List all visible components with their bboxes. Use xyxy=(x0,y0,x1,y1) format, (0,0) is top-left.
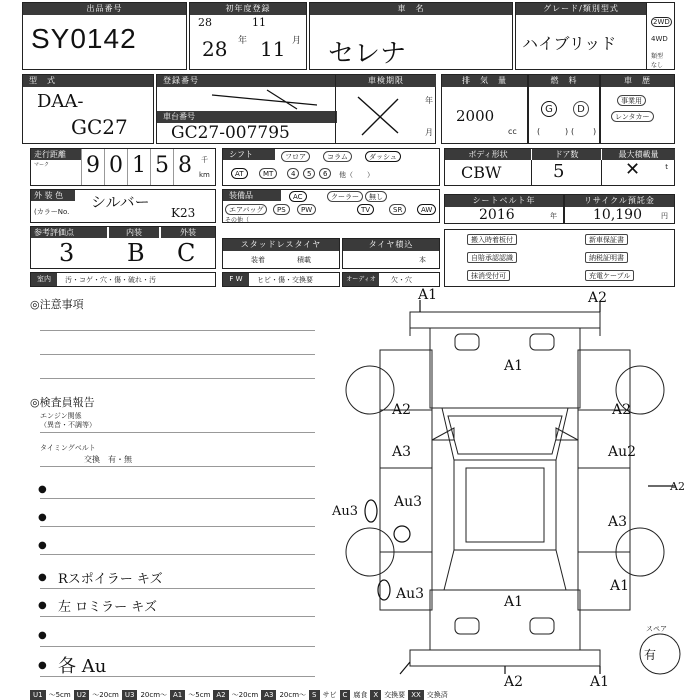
mileage-mark: マーク xyxy=(34,162,50,168)
color-label: 外 装 色 xyxy=(31,190,75,201)
equip-sr: SR xyxy=(389,204,406,215)
recycle-unit: 円 xyxy=(661,212,668,220)
digit: 1 xyxy=(127,149,150,185)
model-type-box xyxy=(22,74,154,144)
damage-rear-bottom-right: A1 xyxy=(590,674,610,690)
legend-desc: 20cm〜 xyxy=(279,691,307,699)
shift-dash: ダッシュ xyxy=(365,151,401,162)
shift-gear-6: 6 xyxy=(319,168,331,179)
digit: 9 xyxy=(81,149,104,185)
bullet: ● xyxy=(38,600,47,611)
first-registration-label: 初年度登録 xyxy=(190,3,306,15)
legend-desc: 20cm〜 xyxy=(140,691,168,699)
engine-line2: （異音・不調等） xyxy=(40,421,96,429)
fw-items: ヒビ・傷・交換要 xyxy=(257,276,313,284)
shift-box xyxy=(222,148,440,186)
equipment-box xyxy=(222,189,440,223)
spare-label: スペア xyxy=(646,625,667,633)
displacement-value: 2000 xyxy=(456,107,495,125)
history-label: 車 歴 xyxy=(601,75,674,87)
seatbelt-value: 2016 xyxy=(479,207,515,223)
damage-rear-top: A1 xyxy=(504,594,524,610)
color-value: シルバー xyxy=(91,193,150,211)
damage-left-mid: A3 xyxy=(392,444,412,460)
damage-left-side-ext: Au3 xyxy=(332,504,359,519)
capacity-label: 最大積載量 xyxy=(601,149,675,160)
seatbelt-label: シートベルト年 xyxy=(445,195,563,207)
fuel-g: G xyxy=(541,101,557,117)
remark-2: 左 ロミラー キズ xyxy=(58,600,158,615)
timing-line1: タイミングベルト xyxy=(40,444,96,452)
damage-rear-bottom-left: A2 xyxy=(504,674,524,690)
doc-1: 搬入時着板付 xyxy=(467,234,517,245)
legend-bar xyxy=(30,690,675,700)
audio-condition xyxy=(342,272,440,287)
exterior-grade: C xyxy=(177,239,196,267)
seatbelt-unit: 年 xyxy=(550,212,557,220)
shift-mt: MT xyxy=(259,168,277,179)
recycle-label: リサイクル預託金 xyxy=(565,195,674,207)
damage-front-top-right: A2 xyxy=(588,290,608,306)
digit: 5 xyxy=(150,149,173,185)
damage-right-mid: Au2 xyxy=(608,444,637,460)
opt-type: 類型 xyxy=(651,53,664,60)
interior-label: 内装 xyxy=(109,227,159,238)
damage-right-center: A3 xyxy=(608,514,628,530)
cc-unit: cc xyxy=(508,127,517,136)
capacity-unit: t xyxy=(665,163,668,171)
doc-5: 抹消受付可 xyxy=(467,270,510,281)
recycle-box xyxy=(564,194,675,224)
model-type-label: 型 式 xyxy=(23,75,153,87)
chassis-number: GC27-007795 xyxy=(171,123,290,143)
color-box xyxy=(30,189,216,223)
lot-number: SY0142 xyxy=(31,23,137,54)
first-reg-year: 28 xyxy=(202,37,228,61)
exterior-label: 外装 xyxy=(161,227,215,238)
legend-desc: 〜20cm xyxy=(231,691,259,699)
shift-at: AT xyxy=(231,168,248,179)
history-business: 事業用 xyxy=(617,95,646,106)
engine-line1: エンジン関係 xyxy=(40,412,82,420)
bullet: ● xyxy=(38,660,47,671)
digit: 0 xyxy=(104,149,127,185)
timing-line2: 交換 有・無 xyxy=(84,455,132,464)
body-doors-capacity-box: ボディ形状 ドア数 最大積載量 CBW 5 ✕ t xyxy=(444,148,675,186)
lot-label: 出品番号 xyxy=(23,3,186,15)
legend-code: XX xyxy=(408,690,424,700)
equip-ac: AC xyxy=(289,191,307,202)
opt-none: なし xyxy=(651,62,664,69)
spare-value: 有 xyxy=(644,648,657,662)
body-value: CBW xyxy=(461,163,502,182)
audio-items: 欠・穴 xyxy=(391,276,412,284)
doc-3: 自賠承認認識 xyxy=(467,252,517,263)
grades-box xyxy=(30,226,216,269)
grade-label: グレード/類別型式 xyxy=(516,3,646,15)
first-registration-box xyxy=(189,2,307,70)
remark-3: 各 Au xyxy=(58,656,107,677)
color-no-label: (カラーNo. xyxy=(34,208,70,216)
equip-cooler: クーラー xyxy=(327,191,363,202)
shift-gear-5: 5 xyxy=(303,168,315,179)
mileage-box xyxy=(30,148,216,186)
studless-label: スタッドレスタイヤ xyxy=(223,239,339,251)
tire-loaded-box xyxy=(342,238,440,269)
mileage-label: 走行距離 xyxy=(31,149,81,160)
mileage-unit-thousand: 千 xyxy=(201,156,208,164)
lot-number-box xyxy=(22,2,187,70)
legend-code: A2 xyxy=(213,690,228,700)
doors-label: ドア数 xyxy=(531,149,601,160)
studless-mounted: 装着 xyxy=(251,256,265,264)
digit: 8 xyxy=(173,149,196,185)
car-name: セレナ xyxy=(328,39,407,69)
model-type-line2: GC27 xyxy=(71,115,128,139)
shift-floor: フロア xyxy=(281,151,310,162)
equipment-label: 装備品 xyxy=(223,190,281,201)
legend-code: S xyxy=(309,690,319,700)
body-label: ボディ形状 xyxy=(445,149,531,160)
legend-code: A3 xyxy=(261,690,276,700)
documents-box xyxy=(444,229,675,287)
shift-label: シフト xyxy=(223,149,275,160)
legend-code: A1 xyxy=(170,690,185,700)
legend-code: U1 xyxy=(30,690,46,700)
legend-desc: 〜20cm xyxy=(92,691,119,699)
fuel-label: 燃 料 xyxy=(529,75,599,87)
shift-gear-4: 4 xyxy=(287,168,299,179)
damage-right-rear: A1 xyxy=(610,578,630,594)
doc-4: 納税証明書 xyxy=(585,252,628,263)
doc-2: 新車保証書 xyxy=(585,234,628,245)
displacement-label: 排 気 量 xyxy=(442,75,527,87)
inspection-box xyxy=(335,75,436,143)
car-name-label: 車 名 xyxy=(310,3,512,15)
legend-desc: 交換要 xyxy=(384,691,406,699)
notes-title: ◎注意事項 xyxy=(30,298,84,311)
legend-desc: サビ xyxy=(322,691,337,699)
equip-other: その他（ xyxy=(225,217,250,224)
history-rental: レンタカー xyxy=(611,111,654,122)
bullet: ● xyxy=(38,630,47,641)
doc-6: 充電ケーブル xyxy=(585,270,634,281)
car-name-box xyxy=(309,2,513,70)
equip-airbag: エアバッグ xyxy=(225,204,267,215)
recycle-value: 10,190 xyxy=(593,207,642,223)
tire-unit: 本 xyxy=(419,256,426,264)
bullet: ● xyxy=(38,484,47,495)
inspector-title: ◎検査員報告 xyxy=(30,396,95,409)
equip-tv: TV xyxy=(357,204,374,215)
damage-right-ext: A2 xyxy=(670,480,685,493)
grade-box xyxy=(515,2,675,70)
reg-number-label: 登録番号 xyxy=(157,75,335,87)
fuel-box: 燃 料 G D ( ) ( ) xyxy=(528,74,600,144)
chassis-label: 車台番号 xyxy=(157,111,337,123)
equip-none: 無し xyxy=(365,191,387,202)
legend-desc: 交換済 xyxy=(426,691,448,699)
damage-front-top-left: A1 xyxy=(418,287,438,303)
first-reg-month: 11 xyxy=(260,37,286,61)
damage-hood: A1 xyxy=(504,358,524,374)
drive-options xyxy=(646,3,674,69)
mileage-digits xyxy=(81,149,196,185)
audio-label: オーディオ xyxy=(343,273,379,286)
year-unit: 年 xyxy=(238,36,248,46)
car-diagram xyxy=(330,290,690,690)
interior-grade: B xyxy=(127,239,145,267)
bullet: ● xyxy=(38,512,47,523)
bullet: ● xyxy=(38,572,47,583)
grades-label: 参考評価点 xyxy=(31,227,107,238)
fuel-d: D xyxy=(573,101,589,117)
history-box xyxy=(600,74,675,144)
month-unit: 月 xyxy=(292,36,302,46)
model-type-line1: DAA- xyxy=(37,91,84,112)
shift-column: コラム xyxy=(323,151,352,162)
legend-desc: 〜5cm xyxy=(48,691,71,699)
inspection-year-unit: 年 xyxy=(425,96,433,105)
tire-loaded-label: タイヤ積込 xyxy=(343,239,439,251)
inspection-label: 車検期限 xyxy=(336,75,436,87)
interior-cond-label: 室内 xyxy=(31,273,57,286)
reg-cross-line xyxy=(207,87,327,111)
damage-left-rear: Au3 xyxy=(396,586,425,602)
fw-condition xyxy=(222,272,340,287)
registration-box xyxy=(156,74,436,144)
grade-value: ハイブリッド xyxy=(522,34,617,53)
damage-left-front-door: A2 xyxy=(392,402,412,418)
shift-other: 他（ ） xyxy=(339,171,374,179)
legend-desc: 〜5cm xyxy=(188,691,211,699)
remark-1: Rスポイラー キズ xyxy=(58,572,163,587)
displacement-box xyxy=(441,74,528,144)
color-code: K23 xyxy=(171,206,196,220)
equip-pw: PW xyxy=(297,204,316,215)
grade-score: 3 xyxy=(59,239,75,267)
studless-loaded: 積載 xyxy=(297,256,311,264)
equip-ps: PS xyxy=(273,204,290,215)
legend-code: C xyxy=(340,690,351,700)
legend-code: U2 xyxy=(74,690,90,700)
legend-code: X xyxy=(370,690,381,700)
interior-condition xyxy=(30,272,216,287)
legend-desc: 腐食 xyxy=(353,691,368,699)
fw-label: F W xyxy=(223,273,249,286)
opt-4wd: 4WD xyxy=(651,35,668,43)
equip-aw: AW xyxy=(417,204,436,215)
inspection-cross xyxy=(354,93,404,137)
legend-code: U3 xyxy=(122,690,138,700)
seatbelt-box xyxy=(444,194,564,224)
doors-value: 5 xyxy=(553,161,565,182)
opt-2wd: 2WD xyxy=(653,18,670,26)
bullet: ● xyxy=(38,540,47,551)
first-reg-era-small: 28 xyxy=(198,16,212,29)
studless-box xyxy=(222,238,340,269)
interior-cond-items: 汚・コゲ・穴・傷・破れ・汚 xyxy=(65,276,156,284)
mileage-unit-km: km xyxy=(199,171,210,179)
damage-right-front: A2 xyxy=(612,402,632,418)
damage-left-center: Au3 xyxy=(394,494,423,510)
inspection-month-unit: 月 xyxy=(425,128,433,137)
first-reg-month-small: 11 xyxy=(252,16,266,29)
